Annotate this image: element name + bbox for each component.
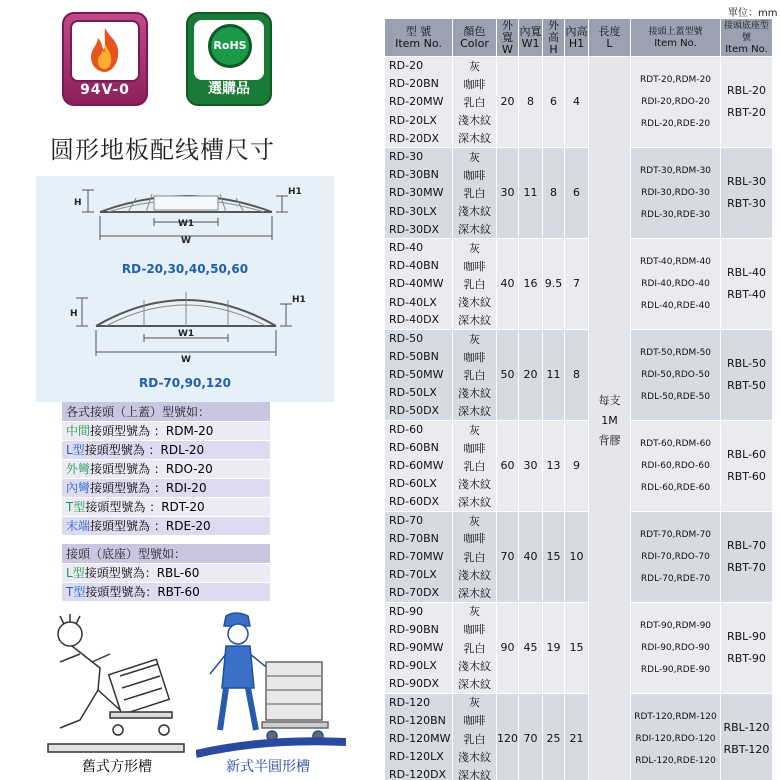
color-cell: 灰 — [453, 329, 497, 347]
base-joint-heading: 接頭（底座）型號如： — [62, 544, 270, 563]
color-cell: 淺木紋 — [453, 566, 497, 584]
item-no-cell: RD-90LX — [385, 657, 453, 675]
base-joint-cell — [721, 693, 773, 780]
cross-section-diagrams — [36, 176, 334, 402]
flame-rating-badge — [62, 12, 148, 106]
list-item: T型接頭型號為 ：RDT-20 — [62, 497, 270, 516]
color-cell: 淺木紋 — [453, 293, 497, 311]
column-header — [565, 19, 589, 57]
cap-joint-model: RDT-50,RDM-50 — [639, 347, 712, 358]
base-joint-model: RBL-40 — [726, 265, 767, 279]
header-sublabel: Item No. — [725, 43, 768, 55]
list-item: 末端接頭型號為 ：RDE-20 — [62, 516, 270, 535]
item-no-cell: RD-40 — [385, 238, 453, 256]
cap-joint-model: RDI-90,RDO-90 — [641, 642, 710, 653]
dim-w-label: W — [181, 355, 191, 365]
header-label: 顏色 — [463, 24, 486, 38]
header-label: 接頭上蓋型號 — [648, 26, 703, 37]
column-header — [385, 19, 453, 57]
top-joint-list — [62, 402, 270, 536]
item-no-cell: RD-50MW — [385, 366, 453, 384]
cap-joint-model: RDI-30,RDO-30 — [641, 187, 710, 198]
item-no-cell: RD-40BN — [385, 257, 453, 275]
cap-joint-cell — [631, 420, 721, 511]
top-joint-heading: 各式接頭（上蓋）型號如： — [62, 402, 270, 421]
column-header — [589, 19, 631, 57]
item-no-cell: RD-30MW — [385, 184, 453, 202]
cap-joint-model: RDT-30,RDM-30 — [639, 165, 712, 176]
base-joint-cell — [721, 238, 773, 329]
header-sublabel: W — [502, 42, 513, 56]
cap-joint-model: RDT-120,RDM-120 — [634, 711, 717, 722]
diagram-caption-large: RD-70,90,120 — [139, 376, 231, 390]
cap-joint-model: RDI-40,RDO-40 — [641, 278, 710, 289]
color-cell: 乳白 — [453, 184, 497, 202]
product-title: 圆形地板配线槽尺寸 — [50, 136, 275, 164]
outer-width-cell: 60 — [497, 420, 519, 511]
inner-width-cell: 20 — [519, 329, 543, 420]
outer-height-cell: 15 — [543, 511, 565, 602]
color-cell: 淺木紋 — [453, 475, 497, 493]
color-cell: 灰 — [453, 420, 497, 438]
length-note-line: 背膠 — [598, 433, 621, 447]
cap-joint-model: RDI-120,RDO-120 — [635, 733, 716, 744]
dim-h1-label: H1 — [292, 295, 306, 305]
color-cell: 咖啡 — [453, 75, 497, 93]
cap-joint-model: RDL-70,RDE-70 — [640, 573, 711, 584]
item-no-cell: RD-50DX — [385, 402, 453, 420]
color-cell: 深木紋 — [453, 129, 497, 147]
color-cell: 淺木紋 — [453, 657, 497, 675]
table-row — [385, 238, 773, 256]
cap-joint-model: RDI-60,RDO-60 — [641, 460, 710, 471]
header-label: 型 號 — [405, 24, 432, 38]
color-cell: 灰 — [453, 238, 497, 256]
base-joint-model: RBL-50 — [726, 356, 767, 370]
header-sublabel: W1 — [521, 36, 540, 50]
inner-width-cell: 40 — [519, 511, 543, 602]
item-no-cell: RD-90DX — [385, 675, 453, 693]
item-no-cell: RD-50BN — [385, 348, 453, 366]
item-no-cell: RD-30BN — [385, 166, 453, 184]
inner-height-cell: 6 — [565, 147, 589, 238]
dim-w1-label: W1 — [178, 329, 195, 339]
item-no-cell: RD-40LX — [385, 293, 453, 311]
outer-width-cell: 20 — [497, 57, 519, 148]
header-label: 外高 — [548, 18, 559, 44]
base-joint-model: RBT-20 — [727, 105, 766, 119]
item-no-cell: RD-90 — [385, 602, 453, 620]
item-no-cell: RD-90BN — [385, 620, 453, 638]
list-item: 內彎接頭型號為 ：RDI-20 — [62, 478, 270, 497]
color-cell: 乳白 — [453, 93, 497, 111]
length-note-line: 1M — [601, 413, 618, 427]
cap-joint-model: RDT-40,RDM-40 — [639, 256, 712, 267]
dim-h1-label: H1 — [288, 187, 302, 197]
outer-height-cell: 19 — [543, 602, 565, 693]
color-cell: 深木紋 — [453, 675, 497, 693]
item-no-cell: RD-30LX — [385, 202, 453, 220]
item-no-cell: RD-20BN — [385, 75, 453, 93]
cap-joint-model: RDI-20,RDO-20 — [641, 96, 710, 107]
cap-joint-model: RDT-70,RDM-70 — [639, 529, 712, 540]
base-joint-model: RBT-50 — [727, 378, 766, 392]
dim-w1-label: W1 — [178, 219, 195, 229]
cap-joint-cell — [631, 147, 721, 238]
cap-joint-cell — [631, 238, 721, 329]
item-no-cell: RD-40MW — [385, 275, 453, 293]
item-no-cell: RD-60DX — [385, 493, 453, 511]
item-no-cell: RD-60MW — [385, 457, 453, 475]
outer-width-cell: 120 — [497, 693, 519, 780]
color-cell: 深木紋 — [453, 220, 497, 238]
base-joint-cell — [721, 511, 773, 602]
item-no-cell: RD-20DX — [385, 129, 453, 147]
rohs-mark: RoHS — [208, 24, 252, 68]
column-header — [453, 19, 497, 57]
inner-width-cell: 70 — [519, 693, 543, 780]
base-joint-cell — [721, 329, 773, 420]
item-no-cell: RD-50LX — [385, 384, 453, 402]
inner-width-cell: 8 — [519, 57, 543, 148]
item-no-cell: RD-30 — [385, 147, 453, 165]
cap-joint-model: RDI-70,RDO-70 — [641, 551, 710, 562]
cap-joint-model: RDL-20,RDE-20 — [640, 118, 711, 129]
base-joint-model: RBL-20 — [726, 83, 767, 97]
header-label: 內高 — [565, 24, 588, 38]
cap-joint-model: RDT-60,RDM-60 — [639, 438, 712, 449]
base-joint-model: RBT-60 — [727, 469, 766, 483]
item-no-cell: RD-60 — [385, 420, 453, 438]
header-label: 接頭底座型號 — [723, 20, 769, 43]
color-cell: 灰 — [453, 693, 497, 711]
table-row — [385, 693, 773, 711]
spec-table — [384, 18, 773, 780]
table-row — [385, 329, 773, 347]
color-cell: 咖啡 — [453, 711, 497, 729]
color-cell: 灰 — [453, 57, 497, 75]
base-joint-model: RBT-90 — [727, 651, 766, 665]
list-item: L型接頭型號為 ：RDL-20 — [62, 440, 270, 459]
old-duct-caption: 舊式方形槽 — [82, 759, 152, 775]
header-label: 內寬 — [519, 24, 542, 38]
cap-joint-model: RDT-20,RDM-20 — [639, 74, 712, 85]
item-no-cell: RD-30DX — [385, 220, 453, 238]
item-no-cell: RD-50 — [385, 329, 453, 347]
color-cell: 咖啡 — [453, 620, 497, 638]
color-cell: 灰 — [453, 511, 497, 529]
header-sublabel: L — [606, 36, 613, 50]
inner-height-cell: 15 — [565, 602, 589, 693]
color-cell: 咖啡 — [453, 166, 497, 184]
color-cell: 淺木紋 — [453, 384, 497, 402]
color-cell: 咖啡 — [453, 438, 497, 456]
outer-height-cell: 8 — [543, 147, 565, 238]
color-cell: 淺木紋 — [453, 111, 497, 129]
cap-joint-model: RDL-90,RDE-90 — [640, 664, 711, 675]
new-round-duct-illustration — [196, 610, 346, 770]
cap-joint-cell — [631, 329, 721, 420]
table-row — [385, 57, 773, 75]
length-cell — [589, 57, 631, 780]
badge-inner — [194, 20, 264, 80]
list-item: 外彎接頭型號為 ：RDO-20 — [62, 459, 270, 478]
list-item: 中間接頭型號為 ：RDM-20 — [62, 421, 270, 440]
color-cell: 乳白 — [453, 639, 497, 657]
item-no-cell: RD-60LX — [385, 475, 453, 493]
item-no-cell: RD-120LX — [385, 748, 453, 766]
base-joint-model: RBL-120 — [723, 720, 770, 734]
header-sublabel: Color — [460, 36, 489, 50]
color-cell: 乳白 — [453, 729, 497, 747]
cross-section-drawing — [36, 176, 334, 402]
column-header — [497, 19, 519, 57]
dim-w-label: W — [181, 236, 191, 246]
outer-height-cell: 11 — [543, 329, 565, 420]
color-cell: 灰 — [453, 602, 497, 620]
header-label: 長度 — [598, 24, 621, 38]
rohs-badge — [186, 12, 272, 106]
column-header — [631, 19, 721, 57]
color-cell: 咖啡 — [453, 257, 497, 275]
base-joint-model: RBL-90 — [726, 629, 767, 643]
base-joint-model: RBL-60 — [726, 447, 767, 461]
column-header — [543, 19, 565, 57]
outer-width-cell: 90 — [497, 602, 519, 693]
unit-label: 單位：mm — [728, 8, 778, 19]
item-no-cell: RD-70DX — [385, 584, 453, 602]
cap-joint-model: RDT-90,RDM-90 — [639, 620, 712, 631]
cap-joint-model: RDI-50,RDO-50 — [641, 369, 710, 380]
cap-joint-model: RDL-30,RDE-30 — [640, 209, 711, 220]
outer-width-cell: 30 — [497, 147, 519, 238]
cap-joint-model: RDL-60,RDE-60 — [640, 482, 711, 493]
item-no-cell: RD-120 — [385, 693, 453, 711]
color-cell: 深木紋 — [453, 311, 497, 329]
item-no-cell: RD-70LX — [385, 566, 453, 584]
inner-height-cell: 21 — [565, 693, 589, 780]
cap-joint-cell — [631, 57, 721, 148]
inner-width-cell: 16 — [519, 238, 543, 329]
flame-rating-label: 94V-0 — [80, 82, 130, 98]
cap-joint-model: RDL-50,RDE-50 — [640, 391, 711, 402]
base-joint-cell — [721, 147, 773, 238]
item-no-cell: RD-20LX — [385, 111, 453, 129]
color-cell: 深木紋 — [453, 766, 497, 780]
color-cell: 深木紋 — [453, 402, 497, 420]
item-no-cell: RD-20 — [385, 57, 453, 75]
color-cell: 深木紋 — [453, 584, 497, 602]
cap-joint-cell — [631, 511, 721, 602]
item-no-cell: RD-90MW — [385, 639, 453, 657]
color-cell: 淺木紋 — [453, 202, 497, 220]
color-cell: 乳白 — [453, 366, 497, 384]
table-row — [385, 602, 773, 620]
header-sublabel: H — [549, 42, 558, 56]
column-header — [519, 19, 543, 57]
inner-width-cell: 30 — [519, 420, 543, 511]
header-sublabel: Item No. — [654, 37, 697, 49]
inner-height-cell: 8 — [565, 329, 589, 420]
color-cell: 乳白 — [453, 548, 497, 566]
color-cell: 乳白 — [453, 457, 497, 475]
base-joint-cell — [721, 420, 773, 511]
cap-joint-cell — [631, 693, 721, 780]
flame-icon — [72, 22, 138, 80]
cap-joint-model: RDL-120,RDE-120 — [635, 755, 716, 766]
base-joint-model: RBL-70 — [726, 538, 767, 552]
cap-joint-model: RDL-40,RDE-40 — [640, 300, 711, 311]
item-no-cell: RD-120DX — [385, 766, 453, 780]
item-no-cell: RD-120MW — [385, 729, 453, 747]
walking-worker-icon — [196, 610, 346, 760]
color-cell: 深木紋 — [453, 493, 497, 511]
new-duct-caption: 新式半圓形槽 — [226, 759, 310, 775]
color-cell: 咖啡 — [453, 529, 497, 547]
list-item: L型接頭型號為：RBL-60 — [62, 563, 270, 582]
table-row — [385, 420, 773, 438]
inner-height-cell: 9 — [565, 420, 589, 511]
item-no-cell: RD-70 — [385, 511, 453, 529]
badge-inner — [70, 20, 140, 82]
column-header — [721, 19, 773, 57]
base-joint-model: RBT-30 — [727, 196, 766, 210]
inner-width-cell: 11 — [519, 147, 543, 238]
dim-h-label: H — [74, 198, 82, 208]
header-sublabel: Item No. — [395, 36, 442, 50]
cap-joint-cell — [631, 602, 721, 693]
inner-height-cell: 4 — [565, 57, 589, 148]
inner-width-cell: 45 — [519, 602, 543, 693]
color-cell: 淺木紋 — [453, 748, 497, 766]
outer-height-cell: 6 — [543, 57, 565, 148]
outer-height-cell: 25 — [543, 693, 565, 780]
item-no-cell: RD-20MW — [385, 93, 453, 111]
dim-h-label: H — [70, 309, 78, 319]
rohs-caption: 選購品 — [208, 81, 250, 97]
color-cell: 灰 — [453, 147, 497, 165]
list-item: T型接頭型號為：RBT-60 — [62, 582, 270, 601]
header-sublabel: H1 — [568, 36, 585, 50]
base-joint-cell — [721, 602, 773, 693]
base-joint-model: RBT-70 — [727, 560, 766, 574]
table-row — [385, 511, 773, 529]
outer-width-cell: 50 — [497, 329, 519, 420]
inner-height-cell: 10 — [565, 511, 589, 602]
base-joint-list — [62, 544, 270, 602]
inner-height-cell: 7 — [565, 238, 589, 329]
item-no-cell: RD-70BN — [385, 529, 453, 547]
outer-width-cell: 70 — [497, 511, 519, 602]
base-joint-model: RBL-30 — [726, 174, 767, 188]
outer-height-cell: 13 — [543, 420, 565, 511]
length-note-line: 每支 — [598, 393, 621, 407]
table-row — [385, 147, 773, 165]
base-joint-cell — [721, 57, 773, 148]
item-no-cell: RD-70MW — [385, 548, 453, 566]
header-label: 外寬 — [502, 18, 513, 44]
item-no-cell: RD-120BN — [385, 711, 453, 729]
tripping-worker-icon — [40, 610, 190, 760]
old-square-duct-illustration — [40, 610, 190, 770]
base-joint-model: RBT-120 — [723, 742, 770, 756]
item-no-cell: RD-40DX — [385, 311, 453, 329]
color-cell: 乳白 — [453, 275, 497, 293]
outer-height-cell: 9.5 — [543, 238, 565, 329]
outer-width-cell: 40 — [497, 238, 519, 329]
base-joint-model: RBT-40 — [727, 287, 766, 301]
item-no-cell: RD-60BN — [385, 438, 453, 456]
diagram-caption-small: RD-20,30,40,50,60 — [121, 262, 249, 276]
color-cell: 咖啡 — [453, 348, 497, 366]
